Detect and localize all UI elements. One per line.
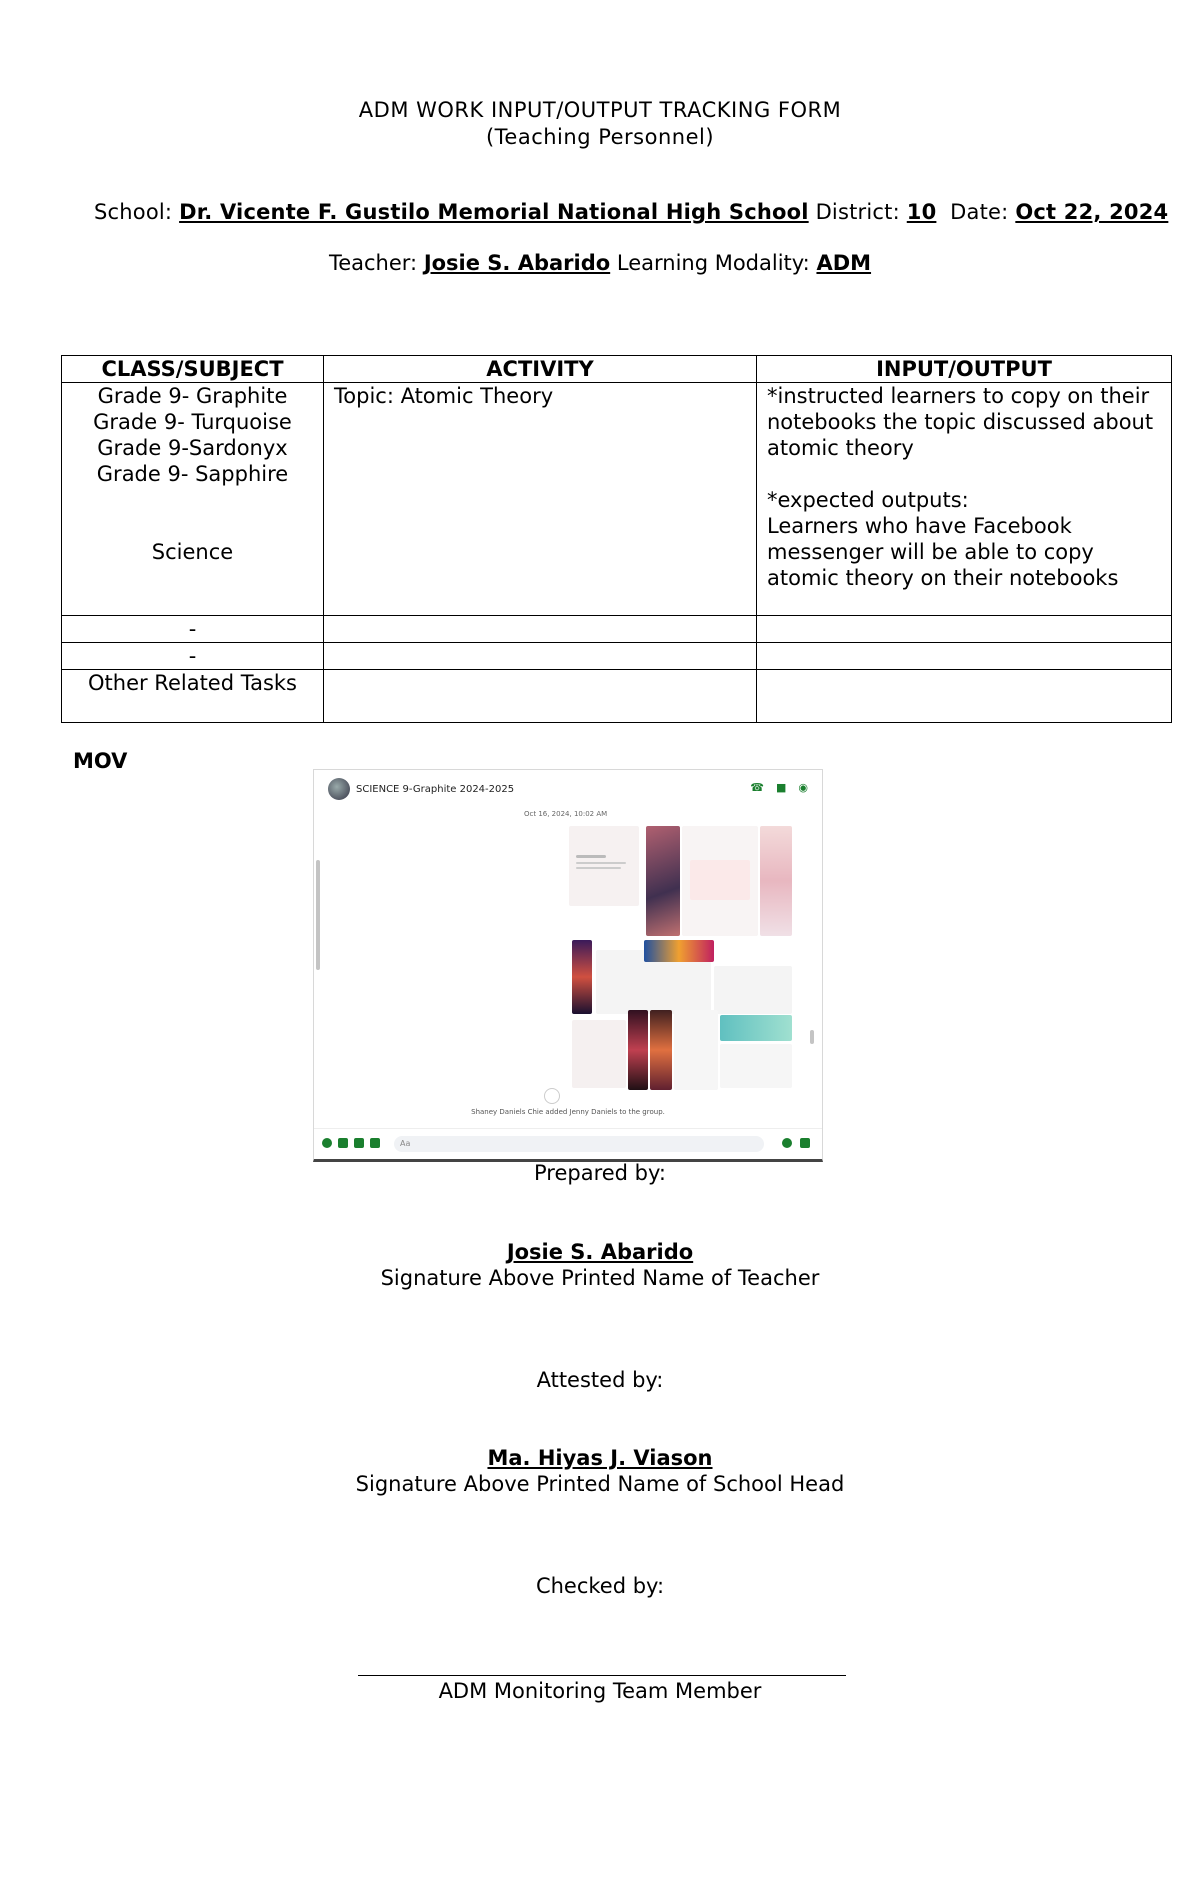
shared-image xyxy=(714,966,792,1014)
input-output-cell xyxy=(757,670,1172,723)
shared-image-text xyxy=(576,867,621,869)
header-input-output: INPUT/OUTPUT xyxy=(757,356,1172,383)
input-instruction: *instructed learners to copy on their notebooks the topic discussed about atomic theory xyxy=(767,384,1154,460)
shared-image xyxy=(572,1020,626,1088)
gif-icon xyxy=(370,1138,380,1148)
class-item: Grade 9- Turquoise xyxy=(93,410,292,434)
shared-image xyxy=(720,1044,792,1088)
like-icon xyxy=(800,1138,810,1148)
phone-icon: ☎ xyxy=(750,781,764,794)
class-item: Grade 9- Graphite xyxy=(97,384,288,408)
date-value: Oct 22, 2024 xyxy=(1015,200,1169,224)
checked-by-caption: ADM Monitoring Team Member xyxy=(438,1679,762,1703)
subject-name: Science xyxy=(151,540,234,564)
scroll-down-icon xyxy=(544,1088,560,1104)
message-input: Aa xyxy=(394,1136,764,1152)
chat-timestamp: Oct 16, 2024, 10:02 AM xyxy=(524,810,608,818)
class-subject-cell: - xyxy=(62,643,324,670)
add-icon xyxy=(322,1138,332,1148)
date-label: Date: xyxy=(950,200,1009,224)
chat-composer xyxy=(314,1128,822,1159)
chat-header-actions xyxy=(750,782,808,794)
form-subtitle: (Teaching Personnel) xyxy=(485,125,715,149)
class-subject-cell: - xyxy=(62,616,324,643)
input-output-cell xyxy=(757,383,1172,616)
modality-value: ADM xyxy=(816,251,872,275)
right-scrollbar xyxy=(810,1030,814,1044)
shared-image xyxy=(646,826,680,936)
shared-image xyxy=(644,940,714,962)
activity-cell xyxy=(324,670,757,723)
shared-image xyxy=(628,1010,648,1090)
shared-image-text xyxy=(576,855,606,858)
tracking-table xyxy=(61,355,1172,723)
shared-image-text xyxy=(576,862,626,864)
district-value: 10 xyxy=(906,200,937,224)
prepared-by-caption: Signature Above Printed Name of Teacher xyxy=(380,1266,820,1290)
shared-image xyxy=(760,826,792,936)
teacher-info-line xyxy=(0,251,1200,275)
info-icon: ◉ xyxy=(798,781,808,794)
checked-by-label: Checked by: xyxy=(535,1574,665,1598)
signature-line xyxy=(358,1675,846,1676)
system-message: Shaney Daniels Chie added Jenny Daniels to the group. xyxy=(471,1108,665,1116)
expected-outputs-label: *expected outputs: xyxy=(767,488,969,512)
header-activity: ACTIVITY xyxy=(324,356,757,383)
modality-label: Learning Modality: xyxy=(616,251,810,275)
school-name: Dr. Vicente F. Gustilo Memorial National High School xyxy=(179,200,809,224)
table-row xyxy=(62,643,1172,670)
shared-image xyxy=(572,940,592,1014)
class-subject-cell xyxy=(62,383,324,616)
attested-by-name: Ma. Hiyas J. Viason xyxy=(487,1446,713,1470)
teacher-label: Teacher: xyxy=(328,251,418,275)
emoji-icon xyxy=(782,1138,792,1148)
group-avatar xyxy=(328,778,350,800)
table-header-row xyxy=(62,356,1172,383)
class-subject-cell: Other Related Tasks xyxy=(62,670,324,723)
expected-outputs-text: Learners who have Facebook messenger will be able to copy atomic theory on their notebooks xyxy=(767,514,1119,590)
activity-cell xyxy=(324,616,757,643)
school-label: School: xyxy=(94,200,173,224)
sticker-icon xyxy=(354,1138,364,1148)
image-icon xyxy=(338,1138,348,1148)
mov-label: MOV xyxy=(73,749,128,773)
attested-by-caption: Signature Above Printed Name of School Head xyxy=(355,1472,845,1496)
header-class-subject: CLASS/SUBJECT xyxy=(62,356,324,383)
shared-image xyxy=(720,1015,792,1041)
table-row xyxy=(62,383,1172,616)
prepared-by-label: Prepared by: xyxy=(534,1161,666,1185)
prepared-by-name: Josie S. Abarido xyxy=(506,1240,694,1264)
activity-cell xyxy=(324,643,757,670)
messenger-screenshot xyxy=(313,769,823,1162)
shared-image xyxy=(674,1010,718,1090)
input-output-cell xyxy=(757,643,1172,670)
table-row xyxy=(62,616,1172,643)
form-title: ADM WORK INPUT/OUTPUT TRACKING FORM xyxy=(358,98,842,122)
shared-image-card xyxy=(690,860,750,900)
class-item: Grade 9-Sardonyx xyxy=(97,436,288,460)
shared-image xyxy=(569,826,639,906)
teacher-name: Josie S. Abarido xyxy=(423,251,611,275)
chat-title: SCIENCE 9-Graphite 2024-2025 xyxy=(356,783,515,795)
attested-by-label: Attested by: xyxy=(536,1368,664,1392)
activity-topic: Topic: Atomic Theory xyxy=(334,384,554,408)
school-info-line xyxy=(94,200,1168,224)
class-item: Grade 9- Sapphire xyxy=(96,462,289,486)
input-output-cell xyxy=(757,616,1172,643)
table-row xyxy=(62,670,1172,723)
activity-cell xyxy=(324,383,757,616)
video-icon: ■ xyxy=(775,781,787,794)
form-title-block xyxy=(0,97,1200,151)
district-label: District: xyxy=(815,200,900,224)
left-scrollbar xyxy=(316,860,320,970)
chat-header xyxy=(314,770,822,808)
shared-image xyxy=(650,1010,672,1090)
